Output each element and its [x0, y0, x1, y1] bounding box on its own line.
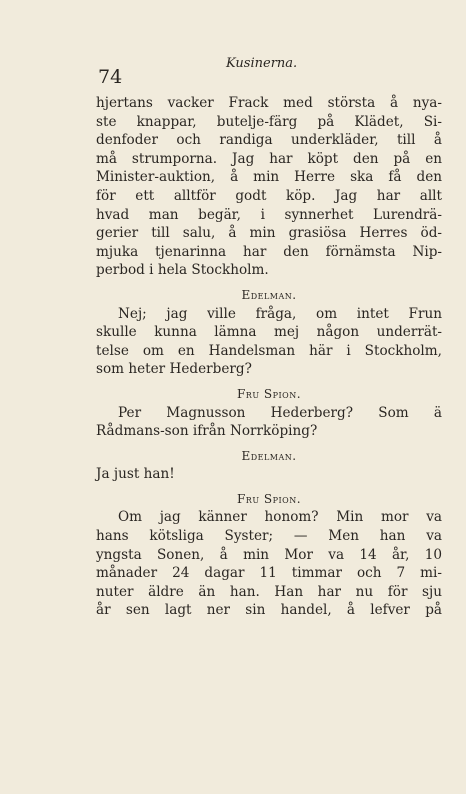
speaker-name: Fru Spion.	[236, 386, 302, 401]
text-line: Rådmans-son ifrån Norrköping?	[96, 423, 318, 440]
text-line: Ja just han!	[96, 466, 175, 483]
text-line: hjertans vacker Frack med största å nya-	[96, 95, 442, 111]
text-line: Nej; jag ville fråga, om intet Frun	[118, 305, 442, 322]
speaker-name: Fru Spion.	[236, 491, 302, 506]
text-line: nuter äldre än han. Han har nu för sju	[96, 583, 442, 600]
text-line: skulle kunna lämna mej någon underrät-	[96, 324, 442, 341]
text-line: gerier till salu, å min grasiösa Herres öd-	[96, 225, 442, 242]
paragraph-4	[96, 465, 442, 484]
text-line: telse om en Handelsman här i Stockholm,	[96, 342, 442, 359]
speaker-name: Edelman.	[241, 448, 297, 463]
text-line: för ett alltför godt köp. Jag har allt	[96, 187, 442, 204]
text-line: hans kötsliga Syster; — Men han va	[96, 528, 442, 545]
paragraph-5	[96, 508, 442, 620]
text-line: månader 24 dagar 11 timmar och 7 mi-	[96, 565, 442, 582]
paragraph-2	[96, 305, 442, 379]
text-line: Per Magnusson Hederberg? Som ä	[118, 404, 442, 421]
text-line: mjuka tjenarinna har den förnämsta Nip-	[96, 243, 442, 260]
text-line: år sen lagt ner sin handel, å lefver på	[96, 602, 442, 619]
speaker-name: Edelman.	[241, 287, 297, 302]
text-line: ste knappar, butelje-färg på Klädet, Si-	[96, 113, 442, 130]
text-line: perbod i hela Stockholm.	[96, 262, 269, 279]
text-line: som heter Hederberg?	[96, 361, 252, 378]
running-head: Kusinerna.	[226, 56, 298, 71]
text-line: denfoder och randiga underkläder, till å	[96, 132, 442, 149]
text-line: Om jag känner honom? Min mor va	[118, 509, 442, 526]
text-line: må strumporna. Jag har köpt den på en	[96, 150, 442, 167]
paragraph-3	[96, 404, 442, 441]
paragraph-1	[96, 94, 442, 280]
page-number: 74	[98, 66, 123, 88]
page-body	[96, 94, 442, 620]
text-line: Minister-auktion, å min Herre ska få den	[96, 169, 442, 186]
text-line: hvad man begär, i synnerhet Lurendrä-	[96, 206, 442, 223]
text-line: yngsta Sonen, å min Mor va 14 år, 10	[96, 546, 442, 563]
